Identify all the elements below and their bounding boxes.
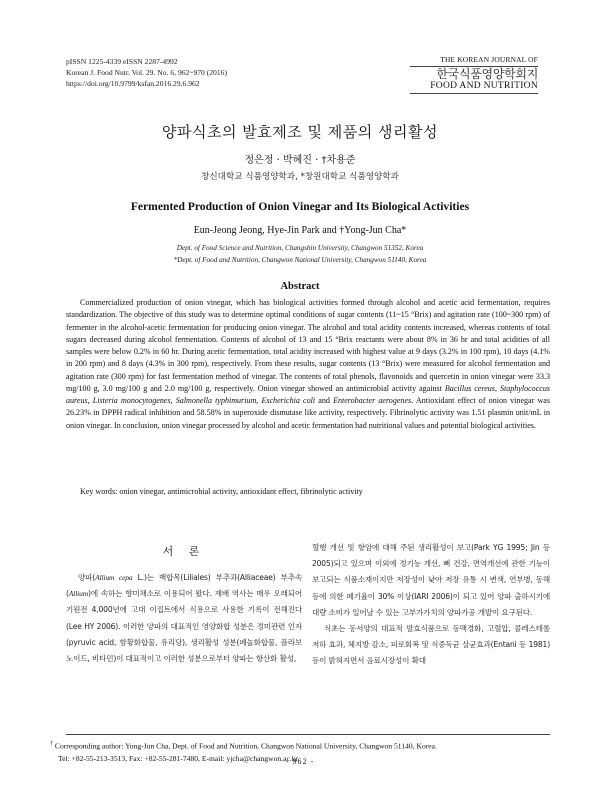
issn-line: pISSN 1225-4339 eISSN 2287-4992	[66, 57, 178, 66]
abstract-heading: Abstract	[280, 281, 320, 292]
affiliation-english-1: Dept. of Food Science and Nutrition, Changshin University, Changwon 51352, Korea	[176, 244, 424, 252]
bacteria-name: Salmonella typhimurium	[175, 396, 257, 405]
contact-line[interactable]: Tel: +82-55-213-3513, Fax: +82-55-281-7480, E-mail: yjcha@changwon.ac.kr	[58, 754, 299, 764]
separator: ,	[494, 383, 500, 393]
bacteria-name: Staphylococcus aureus	[66, 383, 550, 405]
title-korean: 양파식초의 발효제조 및 제품의 생리활성	[162, 123, 438, 141]
bacteria-name: Escherichia coli	[261, 396, 316, 405]
section-heading-introduction: 서 론	[162, 545, 206, 558]
intro-text: L.)는 백합목(Liliales) 부추과(Alliaceae) 부추속(	[66, 573, 303, 599]
intro-column-left	[66, 570, 302, 667]
affiliation-korean: 창신대학교 식품영양학과, *창원대학교 식품영양학과	[201, 172, 399, 182]
footnote-line: Corresponding author: Yong-Jun Cha, Dept. of Food and Nutrition, Changwon National University, Changwon 51140, Korea.	[54, 741, 437, 751]
intro-paragraph: 혈행 개선 및 항암에 대해 주된 생리활성이 보고(Park YG 1995; Jin 등 2005)되고 있으며 이외에 정기능 개선, 뼈 건강, 면역개선에 관한 기능이 보고되는 식품소재이지만 저장성이 낮아 저장 유통 시 변색, 연부병, 동해 등에 의한 폐기율이 30% 이상(IARI 2006)이 되고 있어 양파 출하시기에 대량 소비가 일어날 수 있는 고부가가치의 양파가공 개발이 요구된다.	[312, 543, 550, 617]
journal-name-korean: 한국식품영양학회지	[436, 67, 538, 81]
separator: ,	[256, 396, 262, 405]
bacteria-name: Bacillus cereus	[444, 383, 495, 393]
intro-paragraph: 식초는 동서양의 대표적 발효식품으로 동맥경화, 고혈압, 콜레스테롤 저하 효과, 체지방 감소, 피로회복 및 식중독균 살균효과(Entani 등 1981) 등이 밝혀지면서 음료시장성이 확대	[312, 624, 550, 666]
genus-name: Allium	[68, 589, 89, 599]
dagger-mark: †	[50, 741, 53, 747]
separator: ,	[87, 396, 93, 405]
keywords: Key words: onion vinegar, antimicrobial activity, antioxidant effect, fibrinolytic activity	[80, 487, 363, 496]
bacteria-name: Enterobacter aerogenes	[333, 396, 412, 405]
separator: and	[315, 396, 334, 405]
bacteria-name: Listeria monocytogenes	[92, 396, 171, 405]
species-name: Allium cepa	[95, 573, 133, 582]
separator: ,	[170, 396, 176, 405]
footnote-divider	[66, 734, 550, 735]
abstract-text-2: . Antioxidant effect of onion vinegar was 26.23% in DPPH radical inhibition and 58.58% in superoxide dismutase like activity, respectively. Fibrinolytic activity was 1.51 plasmin unit/mL in onion vinegar. In conclusion, onion vinegar processed by alcohol and acetic fermentation had nutritional values and potential biological activities.	[66, 396, 550, 430]
journal-logo	[410, 55, 538, 94]
intro-text: 양파(	[78, 573, 96, 582]
citation-header	[66, 56, 227, 89]
authors-english: Eun-Jeong Jeong, Hye-Jin Park and †Yong-Jun Cha*	[193, 225, 407, 236]
title-english: Fermented Production of Onion Vinegar and Its Biological Activities	[130, 200, 470, 213]
page-number: - 962 -	[285, 757, 315, 766]
journal-name-top: THE KOREAN JOURNAL OF	[440, 55, 538, 64]
doi-line[interactable]: https://doi.org/10.9799/ksfan.2016.29.6.962	[66, 79, 200, 88]
citation-line: Korean J. Food Nutr. Vol. 29. No. 6, 962~970 (2016)	[66, 68, 227, 77]
journal-name-bottom: FOOD AND NUTRITION	[430, 81, 538, 91]
affiliation-english-2: *Dept. of Food and Nutrition, Changwon National University, Changwon 51140, Korea	[173, 256, 427, 264]
intro-column-right	[312, 540, 550, 670]
authors-korean: 정은정 · 박혜진 · †차용준	[244, 155, 356, 166]
abstract-body	[66, 297, 550, 432]
intro-text: )에 속하는 향미채소로 이용되어 왔다. 재배 역사는 매우 오래되어 기원전 4,000년에 고대 이집트에서 식용으로 사용한 기록이 전해진다(Lee HY 2006). 이러한 양파의 대표적인 영양화합 성분은 정미관련 인자(pyruvic acid, 함황화합물, 유리당), 생리활성 성분(페놀화합물, 플라보노이드, 비타민)이 대표적이고 이러한 성분으로부터 양파는 항산화 활성,	[66, 589, 302, 664]
abstract-text-1: Commercialized production of onion vinegar, which has biological activities formed through alcohol and acetic acid fermentation, requires standardization. The objective of this study was to determine optimal conditions of sugar contents (11~15 °Brix) and agitation rate (100~300 rpm) of fermenter in the alcohol-acetic fermentation for producing onion vinegar. The alcohol and total acidity contents increased, whereas contents of total sugars decreased during alcohol fermentation. Contents of alcohol of 13 and 15 °Brix reactants were about 8% in 36 hr and total acidities of all samples were below 0.2% in 60 hr. During acetic fermentation, total acidity increased with highest value at 9 days (3.2% in 100 rpm), 10 days (4.1% in 200 rpm) and 8 days (4.3% in 300 rpm), respectively. From these results, sugar contents (13 °Brix) were measured for alcohol fermentation and agitation rate (300 rpm) for fast fermentation method of vinegar. The contents of total phenols, flavonoids and quercetin in onion vinegar were 33.3 mg/100 g, 3.0 mg/100 g and 2.0 mg/100 g, respectively. Onion vinegar showed an antimicrobial activity against	[66, 298, 550, 393]
